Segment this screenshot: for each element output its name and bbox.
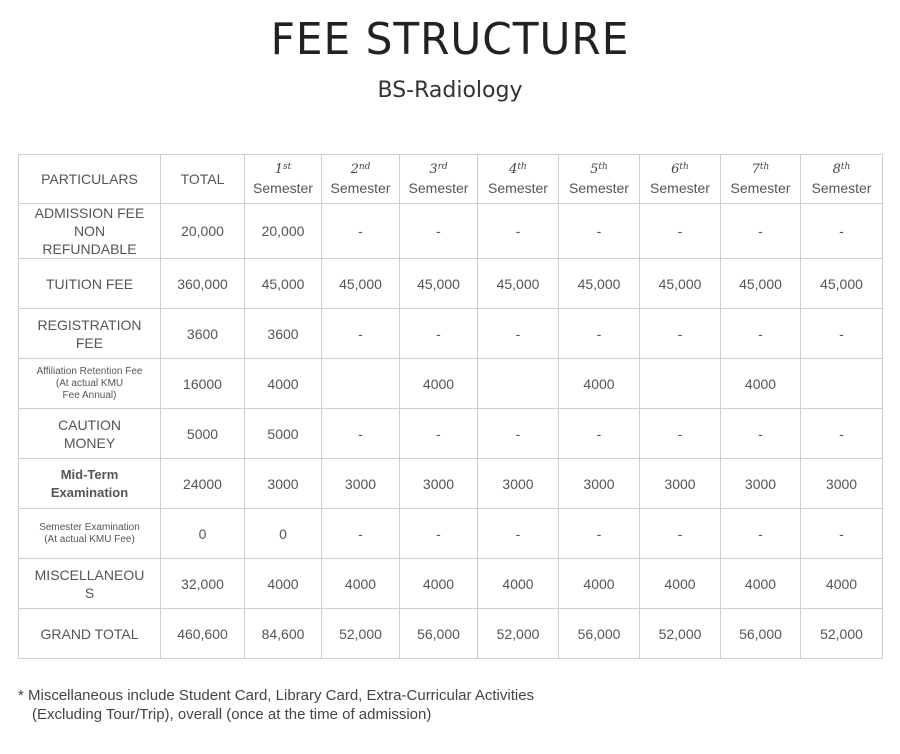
semester-fee-cell: - — [721, 309, 801, 359]
row-particular — [19, 359, 161, 409]
semester-fee-cell: 45,000 — [721, 259, 801, 309]
program-subtitle: BS-Radiology — [377, 78, 523, 103]
semester-fee-cell: - — [478, 409, 559, 459]
semester-header — [478, 155, 559, 204]
particular-line: MONEY — [63, 434, 116, 451]
row-particular — [19, 309, 161, 359]
semester-suffix: th — [517, 161, 527, 172]
table-row — [19, 459, 883, 509]
semester-fee-cell: 5000 — [245, 409, 322, 459]
semester-fee-cell: - — [640, 409, 721, 459]
semester-fee-cell: 52,000 — [801, 609, 883, 659]
total-header: TOTAL — [161, 155, 245, 204]
row-total: 16000 — [161, 359, 245, 409]
row-particular — [19, 609, 161, 659]
semester-header — [400, 155, 478, 204]
row-total: 5000 — [161, 409, 245, 459]
semester-number: 4 — [509, 161, 518, 177]
semester-suffix: rd — [437, 161, 448, 172]
semester-fee-cell: 56,000 — [721, 609, 801, 659]
table-row — [19, 559, 883, 609]
particular-line: REFUNDABLE — [42, 241, 137, 257]
semester-fee-cell: 3000 — [400, 459, 478, 509]
semester-fee-cell: 45,000 — [322, 259, 400, 309]
semester-fee-cell: 45,000 — [478, 259, 559, 309]
semester-suffix: th — [679, 161, 689, 172]
footnote-line-1: * Miscellaneous include Student Card, Library Card, Extra-Curricular Activities — [18, 687, 535, 704]
particular-line: Semester Examination — [39, 521, 140, 533]
semester-fee-cell: 84,600 — [245, 609, 322, 659]
particular-line: (At actual KMU — [55, 377, 124, 389]
semester-fee-cell: - — [801, 409, 883, 459]
particular-line: ADMISSION FEE — [34, 205, 145, 221]
semester-number: 5 — [590, 161, 599, 177]
semester-fee-cell: - — [559, 309, 640, 359]
particular-line: FEE — [75, 334, 104, 351]
particular-line: TUITION FEE — [45, 275, 134, 292]
semester-fee-cell — [640, 359, 721, 409]
semester-fee-cell: - — [478, 204, 559, 259]
semester-fee-cell: - — [322, 309, 400, 359]
semester-fee-cell: - — [322, 509, 400, 559]
footnote — [18, 686, 878, 724]
semester-fee-cell: 52,000 — [640, 609, 721, 659]
semester-fee-cell: 45,000 — [559, 259, 640, 309]
semester-fee-cell: 3000 — [801, 459, 883, 509]
row-total: 0 — [161, 509, 245, 559]
semester-number: 1 — [274, 161, 284, 177]
semester-fee-cell: - — [559, 409, 640, 459]
semester-fee-cell: 45,000 — [640, 259, 721, 309]
table-row — [19, 609, 883, 659]
fee-table-body — [19, 204, 883, 659]
row-total: 360,000 — [161, 259, 245, 309]
row-particular — [19, 459, 161, 509]
page-title: FEE STRUCTURE — [270, 14, 630, 65]
semester-fee-cell: 52,000 — [322, 609, 400, 659]
semester-fee-cell: 3000 — [640, 459, 721, 509]
semester-fee-cell: 4000 — [721, 359, 801, 409]
semester-label: Semester — [811, 179, 872, 196]
semester-suffix: nd — [358, 161, 371, 172]
semester-fee-cell: - — [478, 509, 559, 559]
semester-label: Semester — [488, 179, 548, 196]
semester-label: Semester — [253, 179, 313, 196]
semester-fee-cell: 45,000 — [400, 259, 478, 309]
semester-fee-cell: - — [322, 204, 400, 259]
semester-suffix: th — [598, 161, 608, 172]
semester-header — [322, 155, 400, 204]
semester-fee-cell: - — [400, 309, 478, 359]
semester-fee-cell: - — [559, 204, 640, 259]
table-header-row — [19, 155, 883, 204]
semester-fee-cell: - — [801, 204, 883, 259]
particular-line: Affiliation Retention Fee — [36, 365, 143, 377]
semester-fee-cell: - — [801, 509, 883, 559]
semester-fee-cell: 4000 — [721, 559, 801, 609]
semester-fee-cell: 45,000 — [245, 259, 322, 309]
semester-label: Semester — [330, 179, 391, 196]
row-total: 24000 — [161, 459, 245, 509]
particular-line: MISCELLANEOU — [34, 566, 145, 583]
semester-fee-cell: 45,000 — [801, 259, 883, 309]
semester-fee-cell: 3000 — [322, 459, 400, 509]
particular-line: Examination — [50, 484, 129, 500]
semester-fee-cell: 52,000 — [478, 609, 559, 659]
semester-fee-cell: 4000 — [478, 559, 559, 609]
row-particular — [19, 409, 161, 459]
semester-number: 7 — [751, 161, 760, 177]
semester-header — [721, 155, 801, 204]
semester-number: 8 — [832, 161, 841, 177]
particular-line: CAUTION — [58, 416, 121, 433]
particular-line: Mid-Term — [60, 466, 119, 482]
semester-suffix: th — [759, 161, 770, 172]
semester-fee-cell: 4000 — [400, 559, 478, 609]
semester-fee-cell: 3000 — [559, 459, 640, 509]
semester-fee-cell: - — [721, 204, 801, 259]
semester-number: 3 — [429, 161, 438, 177]
semester-fee-cell — [322, 359, 400, 409]
particulars-header: PARTICULARS — [19, 155, 161, 204]
semester-fee-cell: 3000 — [721, 459, 801, 509]
semester-fee-cell: 4000 — [559, 559, 640, 609]
row-particular — [19, 259, 161, 309]
semester-suffix: th — [840, 161, 851, 172]
row-particular — [19, 509, 161, 559]
semester-fee-cell: 3000 — [478, 459, 559, 509]
particular-line: (At actual KMU Fee) — [44, 533, 135, 545]
table-row — [19, 309, 883, 359]
particular-line: NON — [73, 223, 106, 239]
footnote-line-2: (Excluding Tour/Trip), overall (once at the time of admission) — [32, 706, 432, 723]
row-total: 460,600 — [161, 609, 245, 659]
semester-fee-cell: 4000 — [400, 359, 478, 409]
semester-fee-cell: 3600 — [245, 309, 322, 359]
semester-label: Semester — [730, 179, 791, 196]
semester-fee-cell: 4000 — [801, 559, 883, 609]
semester-fee-cell: 4000 — [245, 559, 322, 609]
semester-fee-cell — [801, 359, 883, 409]
semester-label: Semester — [650, 179, 710, 196]
semester-number: 6 — [671, 161, 680, 177]
semester-fee-cell: - — [640, 509, 721, 559]
semester-fee-cell — [478, 359, 559, 409]
particular-line: Fee Annual) — [62, 389, 117, 401]
semester-suffix: st — [283, 161, 292, 172]
semester-label: Semester — [569, 179, 629, 196]
semester-fee-cell: - — [640, 309, 721, 359]
semester-fee-cell: 56,000 — [559, 609, 640, 659]
semester-header — [801, 155, 883, 204]
semester-fee-cell: 4000 — [640, 559, 721, 609]
semester-fee-cell: - — [400, 204, 478, 259]
row-total: 20,000 — [161, 204, 245, 259]
semester-fee-cell: - — [478, 309, 559, 359]
semester-fee-cell: - — [322, 409, 400, 459]
row-total: 3600 — [161, 309, 245, 359]
semester-fee-cell: 3000 — [245, 459, 322, 509]
semester-header — [640, 155, 721, 204]
table-row — [19, 509, 883, 559]
semester-header — [245, 155, 322, 204]
table-row — [19, 409, 883, 459]
semester-number: 2 — [350, 161, 359, 177]
table-row — [19, 259, 883, 309]
row-particular — [19, 204, 161, 259]
semester-fee-cell: 4000 — [245, 359, 322, 409]
row-particular — [19, 559, 161, 609]
table-row — [19, 359, 883, 409]
semester-fee-cell: - — [400, 409, 478, 459]
semester-fee-cell: 56,000 — [400, 609, 478, 659]
semester-fee-cell: - — [640, 204, 721, 259]
semester-fee-cell: 20,000 — [245, 204, 322, 259]
particular-line: GRAND TOTAL — [40, 625, 139, 642]
semester-label: Semester — [408, 179, 469, 196]
row-total: 32,000 — [161, 559, 245, 609]
table-row — [19, 204, 883, 259]
semester-fee-cell: - — [721, 509, 801, 559]
semester-fee-cell: - — [400, 509, 478, 559]
fee-table — [18, 154, 883, 659]
semester-fee-cell: - — [801, 309, 883, 359]
semester-fee-cell: 4000 — [322, 559, 400, 609]
semester-fee-cell: - — [559, 509, 640, 559]
semester-header — [559, 155, 640, 204]
semester-fee-cell: 4000 — [559, 359, 640, 409]
particular-line: REGISTRATION — [37, 316, 142, 333]
semester-fee-cell: 0 — [245, 509, 322, 559]
semester-fee-cell: - — [721, 409, 801, 459]
particular-line: S — [84, 584, 95, 601]
